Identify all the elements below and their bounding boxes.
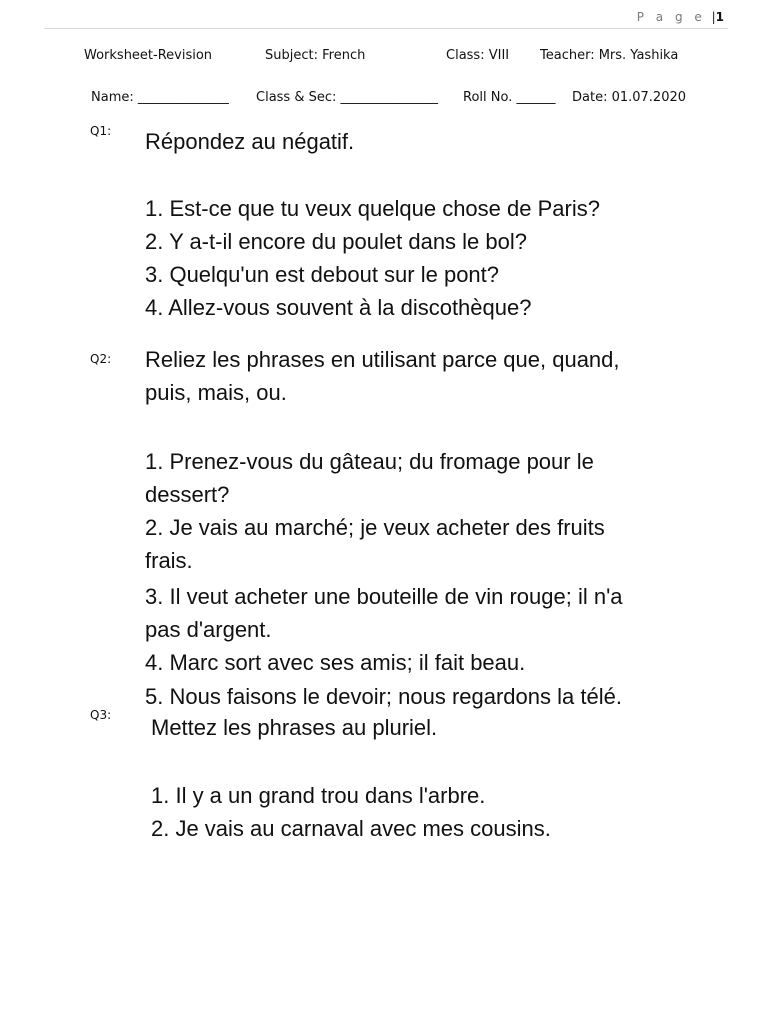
q3-instruction: Mettez les phrases au pluriel. (151, 715, 438, 740)
page-number (637, 10, 724, 24)
q2-item: 3. Il veut acheter une bouteille de vin rouge; il n'a (145, 584, 623, 609)
q2-item: frais. (145, 548, 193, 573)
q2-instruction: puis, mais, ou. (145, 380, 287, 405)
q2-instruction: Reliez les phrases en utilisant parce que, quand, (145, 347, 620, 372)
q2-item: 5. Nous faisons le devoir; nous regardons la télé. (145, 684, 622, 709)
roll-field: Roll No. ______ (463, 90, 556, 105)
q1-item: 2. Y a-t-il encore du poulet dans le bol? (145, 229, 528, 254)
q1-instruction: Répondez au négatif. (145, 129, 355, 154)
teacher-label: Teacher: Mrs. Yashika (540, 48, 679, 63)
class-sec-field: Class & Sec: _______________ (256, 90, 439, 105)
page-number-value: 1 (715, 10, 724, 24)
subject-label: Subject: French (265, 48, 366, 63)
worksheet-title: Worksheet-Revision (84, 48, 213, 63)
q2-item: 1. Prenez-vous du gâteau; du fromage pour le (145, 449, 594, 474)
q2-item: 2. Je vais au marché; je veux acheter des fruits (145, 515, 605, 540)
q1-item: 3. Quelqu'un est debout sur le pont? (145, 262, 500, 287)
date-field: Date: 01.07.2020 (572, 90, 687, 105)
name-field: Name: ______________ (91, 90, 229, 105)
q1-label: Q1: (90, 124, 112, 138)
class-label: Class: VIII (446, 48, 510, 63)
q3-item: 2. Je vais au carnaval avec mes cousins. (151, 816, 551, 841)
q2-item: pas d'argent. (145, 617, 272, 642)
q3-item: 1. Il y a un grand trou dans l'arbre. (151, 783, 486, 808)
header-rule (44, 28, 728, 29)
q3-label: Q3: (90, 708, 112, 722)
q2-item: dessert? (145, 482, 230, 507)
q2-label: Q2: (90, 352, 112, 366)
page-word: P a g e (636, 10, 706, 24)
q1-item: 4. Allez-vous souvent à la discothèque? (145, 295, 532, 320)
q1-item: 1. Est-ce que tu veux quelque chose de Paris? (145, 196, 600, 221)
page-separator: | (711, 10, 716, 24)
q2-item: 4. Marc sort avec ses amis; il fait beau. (145, 650, 526, 675)
